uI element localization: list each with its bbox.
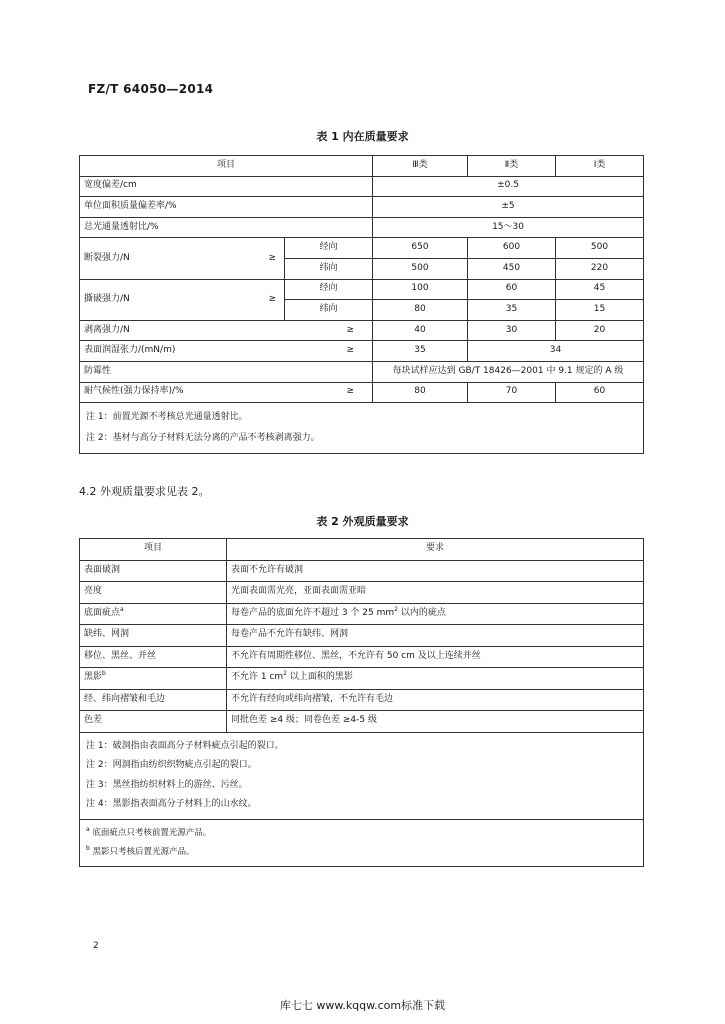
footnote-text: 底面疵点只考核前置光源产品。	[89, 827, 212, 838]
cell-value: 20	[556, 320, 644, 341]
table1-notes	[80, 403, 644, 454]
footnote-marker: b	[86, 844, 90, 852]
document-code: FZ/T 64050—2014	[88, 82, 214, 96]
row-requirement-tail: 以上面积的黑影	[287, 672, 353, 683]
table-row	[80, 668, 644, 690]
cell-value: 45	[556, 279, 644, 300]
row-item: 移位、黑丝、并丝	[80, 646, 227, 668]
table1-header-row	[80, 156, 644, 177]
row-requirement: 光面表面需光亮，亚面表面需亚暗	[227, 582, 644, 604]
row-label: 宽度偏差/cm	[80, 176, 373, 197]
direction-label: 经向	[285, 279, 373, 300]
row-item: 亮度	[80, 582, 227, 604]
row-requirement-tail: 以内的疵点	[398, 607, 446, 618]
cell-value: 220	[556, 258, 644, 279]
table2-header-item: 项目	[80, 539, 227, 561]
row-requirement: 每卷产品不允许有缺纬、网洞	[227, 625, 644, 647]
cell-value: 80	[373, 382, 468, 403]
footnote-marker: a	[120, 605, 124, 613]
ge-symbol: ≥	[268, 293, 276, 304]
table2-header-row	[80, 539, 644, 561]
row-requirement: 每卷产品的底面允许不超过 3 个 25 mm	[231, 607, 395, 618]
footnote-line	[86, 824, 637, 843]
table2-notes-row	[80, 732, 644, 819]
table-row	[80, 625, 644, 647]
row-requirement: 不允许 1 cm	[231, 672, 284, 683]
cell-value: 60	[468, 279, 556, 300]
row-item: 黑影	[84, 672, 103, 683]
table2-caption: 表 2 外观质量要求	[316, 515, 409, 528]
table1-internal-quality	[79, 155, 644, 454]
cell-value: 450	[468, 258, 556, 279]
row-requirement: 不允许有周期性移位、黑丝，不允许有 50 cm 及以上连续并丝	[227, 646, 644, 668]
ge-symbol: ≥	[268, 252, 276, 263]
ge-symbol: ≥	[285, 320, 373, 341]
table-row	[80, 238, 644, 259]
table-row	[80, 176, 644, 197]
row-label: 断裂强力/N	[84, 252, 130, 263]
table1-header-class2: Ⅱ类	[468, 156, 556, 177]
footnote-marker: a	[86, 825, 90, 833]
table2-footnotes	[80, 819, 644, 866]
table-row	[80, 603, 644, 625]
table1-caption: 表 1 内在质量要求	[316, 130, 409, 143]
row-item: 缺纬、网洞	[80, 625, 227, 647]
cell-value: 30	[468, 320, 556, 341]
cell-value: 600	[468, 238, 556, 259]
row-value: 每块试样应达到 GB/T 18426—2001 中 9.1 规定的 A 级	[373, 361, 644, 382]
cell-value: 500	[556, 238, 644, 259]
row-label: 防霉性	[80, 361, 373, 382]
table-row	[80, 217, 644, 238]
table2-appearance-quality	[79, 538, 644, 867]
tearing-strength-label	[80, 279, 285, 320]
cell-value: 35	[373, 341, 468, 362]
table-row	[80, 279, 644, 300]
row-item-cell	[80, 603, 227, 625]
row-label: 撕破强力/N	[84, 293, 130, 304]
row-item: 色差	[80, 711, 227, 733]
table1-notes-row	[80, 403, 644, 454]
row-requirement-cell	[227, 603, 644, 625]
superscript: 2	[394, 605, 398, 613]
cell-value: 500	[373, 258, 468, 279]
table-row	[80, 341, 644, 362]
row-requirement: 同批色差 ≥4 级；同卷色差 ≥4-5 级	[227, 711, 644, 733]
table-row	[80, 646, 644, 668]
row-item: 表面破洞	[80, 560, 227, 582]
page-number: 2	[93, 941, 99, 951]
row-label: 剥离强力/N	[80, 320, 285, 341]
table-row	[80, 560, 644, 582]
cell-value: 35	[468, 300, 556, 321]
row-value: ±5	[373, 197, 644, 218]
table1-header-item: 项目	[80, 156, 373, 177]
direction-label: 纬向	[285, 258, 373, 279]
row-item-cell	[80, 668, 227, 690]
breaking-strength-label	[80, 238, 285, 279]
footnote-text: 黑影只考核后置光源产品。	[89, 846, 195, 857]
cell-value: 650	[373, 238, 468, 259]
superscript: 2	[283, 670, 287, 678]
cell-value: 100	[373, 279, 468, 300]
table-row	[80, 197, 644, 218]
direction-label: 经向	[285, 238, 373, 259]
table-row	[80, 711, 644, 733]
section-4-2-text: 4.2 外观质量要求见表 2。	[79, 485, 210, 498]
table-row	[80, 361, 644, 382]
row-requirement-cell	[227, 668, 644, 690]
table2-notes	[80, 732, 644, 819]
note-line: 注 2：基材与高分子材料无法分离的产品不考核剥离强力。	[86, 433, 320, 444]
note-line: 注 1：前置光源不考核总光通量透射比。	[86, 412, 248, 423]
table1-header-class3: Ⅲ类	[373, 156, 468, 177]
footnote-marker: b	[102, 670, 106, 678]
row-label: 表面润湿张力/(mN/m)	[80, 341, 285, 362]
table-row	[80, 689, 644, 711]
cell-value: 34	[468, 341, 644, 362]
note-line: 注 4：黑影指表面高分子材料上的山水纹。	[86, 799, 257, 809]
row-item: 底面疵点	[84, 607, 121, 618]
table-row	[80, 582, 644, 604]
table2-header-req: 要求	[227, 539, 644, 561]
row-label: 总光通量透射比/%	[80, 217, 373, 238]
cell-value: 80	[373, 300, 468, 321]
table-row	[80, 382, 644, 403]
table2-footnotes-row	[80, 819, 644, 866]
row-value: 15～30	[373, 217, 644, 238]
cell-value: 40	[373, 320, 468, 341]
ge-symbol: ≥	[285, 382, 373, 403]
ge-symbol: ≥	[285, 341, 373, 362]
direction-label: 纬向	[285, 300, 373, 321]
table1-header-class1: Ⅰ类	[556, 156, 644, 177]
note-line: 注 2：网洞指由纺织织物疵点引起的裂口。	[86, 760, 257, 770]
cell-value: 15	[556, 300, 644, 321]
note-line: 注 3：黑丝指纺织材料上的游丝、污丝。	[86, 779, 248, 790]
cell-value: 70	[468, 382, 556, 403]
row-label: 耐气候性(强力保持率)/%	[80, 382, 285, 403]
row-requirement: 不允许有经向或纬向褶皱，不允许有毛边	[227, 689, 644, 711]
note-line: 注 1：破洞指由表面高分子材料疵点引起的裂口。	[86, 740, 284, 751]
watermark-text: 库七七 www.kqqw.com标准下载	[279, 999, 446, 1012]
cell-value: 60	[556, 382, 644, 403]
table-row	[80, 320, 644, 341]
row-value: ±0.5	[373, 176, 644, 197]
row-label: 单位面积质量偏差率/%	[80, 197, 373, 218]
row-requirement: 表面不允许有破洞	[227, 560, 644, 582]
row-item: 经、纬向褶皱和毛边	[80, 689, 227, 711]
footnote-line	[86, 843, 637, 862]
